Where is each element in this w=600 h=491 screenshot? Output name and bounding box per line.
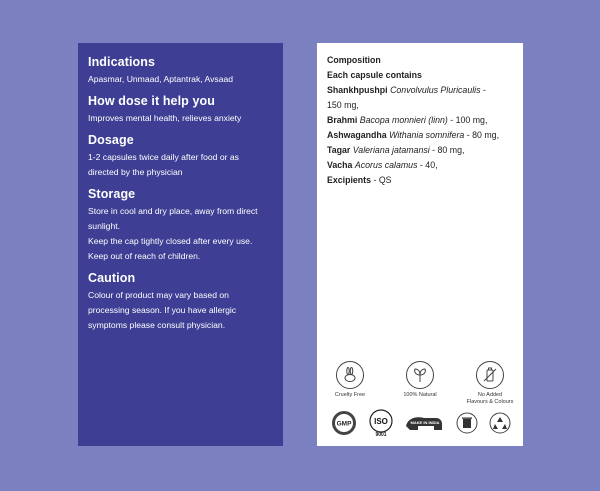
gmp-text: GMP (336, 420, 352, 428)
ingredient-vacha: Vacha Acorus calamus - 40, (327, 160, 438, 170)
rabbit-icon (341, 366, 359, 384)
lion-icon (404, 412, 444, 434)
ingredient-tagar: Tagar Valeriana jatamansi - 80 mg, (327, 145, 465, 155)
no-added-badge (466, 361, 514, 406)
iso-seal-icon (369, 409, 393, 437)
storage-text: Store in cool and dry place, away from direct sunlight. Keep the cap tightly closed after every use. Keep out of reach of children. (88, 206, 258, 261)
indications-title: Indications (88, 55, 156, 69)
make-in-india-text: MAKE IN INDIA (410, 420, 440, 425)
ingredient-brahmi: Brahmi Bacopa monnieri (linn) - 100 mg, (327, 115, 488, 125)
composition-subheading: Each capsule contains (327, 70, 422, 80)
product-claims (317, 361, 523, 406)
recycle-badge (489, 412, 511, 434)
iso-number-text: 9001 (374, 432, 387, 437)
no-bottle-icon (481, 366, 499, 384)
ingredient-ashwagandha: Ashwagandha Withania somnifera - 80 mg, (327, 130, 500, 140)
dosage-title: Dosage (88, 133, 134, 147)
caution-text: Colour of product may vary based on processing season. If you have allergic symptoms please consult physician. (88, 290, 237, 330)
dosage-text: 1-2 capsules twice daily after food or as directed by the physician (88, 152, 239, 177)
gmp-badge (331, 410, 357, 436)
composition-heading: Composition (327, 55, 381, 65)
certifications (331, 409, 511, 437)
ingredient-shankhpushpi-dose: 150 mg, (327, 100, 359, 110)
ingredient-shankhpushpi: Shankhpushpi Convolvulus Pluricaulis - (327, 85, 486, 95)
trash-bin-icon (456, 412, 478, 434)
bin-badge (456, 412, 478, 434)
no-added-label: No Added Flavours & Colours (466, 392, 514, 405)
storage-title: Storage (88, 187, 136, 201)
iso-badge (369, 409, 393, 437)
make-in-india-badge (404, 412, 444, 434)
cruelty-free-label: Cruelty Free (334, 392, 366, 398)
natural-badge (396, 361, 444, 406)
how-dose-title: How dose it help you (88, 94, 216, 108)
ingredient-excipients: Excipients - QS (327, 175, 392, 185)
recycle-icon (489, 412, 511, 434)
how-dose-text: Improves mental health, relieves anxiety (88, 113, 242, 123)
iso-text: ISO (373, 417, 388, 426)
gmp-seal-icon (331, 410, 357, 436)
cruelty-free-badge (326, 361, 374, 406)
caution-title: Caution (88, 271, 136, 285)
product-info-panel (78, 43, 283, 446)
leaf-icon (411, 366, 429, 384)
indications-text: Apasmar, Unmaad, Aptantrak, Avsaad (88, 74, 234, 84)
natural-label: 100% Natural (403, 392, 437, 398)
composition-panel (317, 43, 523, 446)
